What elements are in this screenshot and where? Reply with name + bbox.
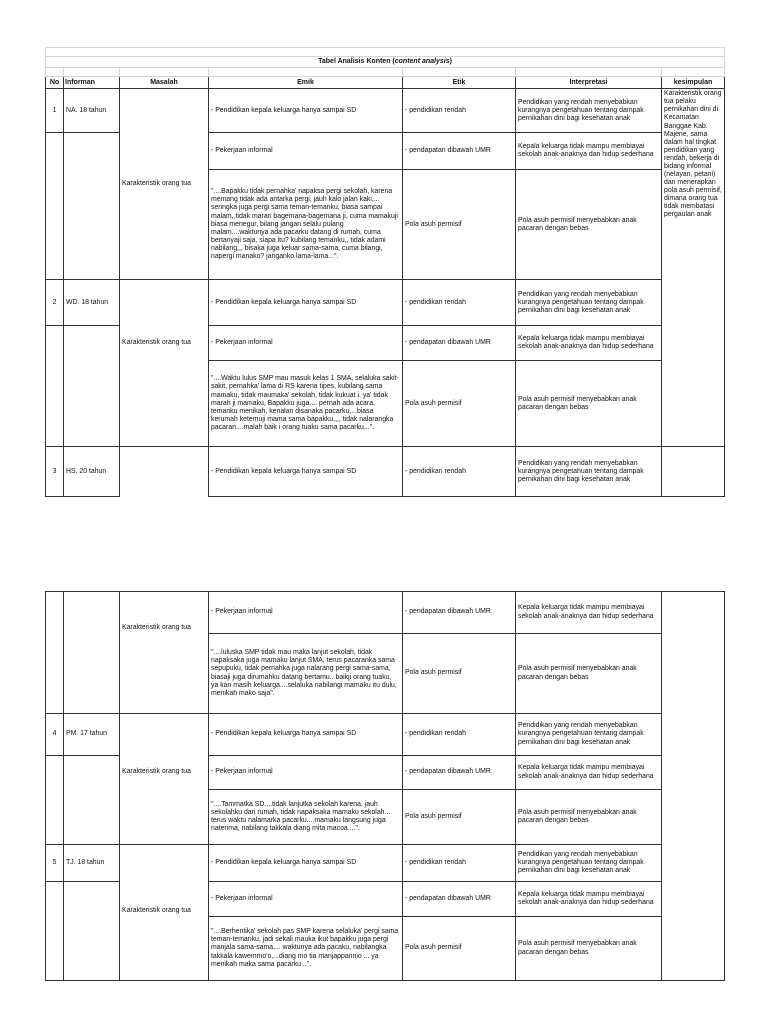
table-row: [46, 845, 725, 882]
row-informan: WD. 18 tahun: [64, 280, 120, 326]
row-emik: - Pekerjaan informal: [209, 592, 403, 634]
row-etik: Pola asuh permisif: [403, 170, 516, 280]
row-informan: TJ. 18 tahun: [64, 845, 120, 882]
table-page-2: [45, 591, 724, 981]
row-interpretasi: Kepala keluarga tidak mampu membiayai sekolah anak-anaknya dan hidup sederhana: [516, 882, 662, 917]
table-row: [46, 89, 725, 133]
row-etik: Pola asuh permisif: [403, 634, 516, 714]
row-etik: - pendidikan rendah: [403, 447, 516, 497]
row-emik: - Pendidikan kepala keluarga hanya sampai SD: [209, 447, 403, 497]
row-interpretasi: Pendidikan yang rendah menyebabkan kurangnya pengetahuan tentang dampak pernikahan dini bagi kesehatan anak: [516, 280, 662, 326]
row-masalah: Karakteristik orang tua: [120, 592, 209, 634]
row-emik: - Pekerjaan informal: [209, 756, 403, 790]
row-interpretasi: Kepala keluarga tidak mampu membiayai sekolah anak-anaknya dan hidup sederhana: [516, 592, 662, 634]
row-etik: - pendidikan rendah: [403, 89, 516, 133]
row-interpretasi: Pola asuh permisif menyebabkan anak pacaran dengan bebas: [516, 634, 662, 714]
row-etik: - pendapatan dibawah UMR: [403, 592, 516, 634]
row-no: 5: [46, 845, 64, 882]
row-informan: PM. 17 tahun: [64, 714, 120, 756]
row-interpretasi: Pola asuh permisif menyebabkan anak pacaran dengan bebas: [516, 790, 662, 845]
table-row: [46, 447, 725, 497]
row-interpretasi: Kepala keluarga tidak mampu membiayai sekolah anak-anaknya dan hidup sederhana: [516, 133, 662, 170]
header-kesimpulan: kesimpulan: [662, 77, 725, 89]
row-interpretasi: Kepala keluarga tidak mampu membiayai sekolah anak-anaknya dan hidup sederhana: [516, 756, 662, 790]
row-etik: - pendidikan rendah: [403, 714, 516, 756]
row-emik: - Pendidikan kepala keluarga hanya sampai SD: [209, 714, 403, 756]
row-no: 3: [46, 447, 64, 497]
row-emik: - Pekerjaan informal: [209, 133, 403, 170]
header-no: No: [46, 77, 64, 89]
row-emik-quote: "....Bapakku tidak pernahka' napaksa pergi sekolah, karena memang tidak ada antarka pergi, jauh kalo jalan kaki,... seringka juga pergi sama teman-temanku, biasa sampai malam,,tidak maran bagemana-bagemana ji, cuma mamakuji biasa menegur, bilang jangan selalu pulang malam....waktunya ada pacarku datang di rumah, cuma bertanyaji saja, siapa itu? kubilang temanku,, tidak adami nabilang,,, bisaka juga keluar sama-sama, cuma bilangi, napergi manako? janganko lama-lama...".: [209, 170, 403, 280]
row-masalah: Karakteristik orang tua: [120, 326, 209, 361]
row-interpretasi: Pendidikan yang rendah menyebabkan kurangnya pengetahuan tentang dampak pernikahan dini bagi kesehatan anak: [516, 845, 662, 882]
header-emik: Emik: [209, 77, 403, 89]
row-etik: - pendapatan dibawah UMR: [403, 326, 516, 361]
table-row: [46, 170, 725, 280]
header-etik: Etik: [403, 77, 516, 89]
row-etik: - pendidikan rendah: [403, 845, 516, 882]
table-row: [46, 280, 725, 326]
row-emik: - Pekerjaan informal: [209, 882, 403, 917]
row-etik: - pendidikan rendah: [403, 280, 516, 326]
table-row: [46, 361, 725, 447]
header-informan: Informan: [64, 77, 120, 89]
row-no: 1: [46, 89, 64, 133]
row-informan: NA. 18 tahun: [64, 89, 120, 133]
row-emik: - Pendidikan kepala keluarga hanya sampai SD: [209, 845, 403, 882]
kesimpulan-cell: Karakteristik orang tua pelaku pernikahan dini di Kecamatan Banggae Kab. Majene, sama dalam hal tingkat pendidikan yang rendah, bekerja di bidang informal (nelayan, petani) dan menerapkan pola asuh permisif, dimana orang tua tidak membatasi pergaulan anak: [662, 89, 725, 447]
row-no: 4: [46, 714, 64, 756]
row-emik: - Pekerjaan informal: [209, 326, 403, 361]
table-title: Tabel Analisis Konten (content analysis): [46, 57, 725, 68]
row-emik-quote: "....Berhentika' sekolah pas SMP karena selaluka' pergi sama teman-temanku, jadi sekali mauka ikut bapakku juga pergi manjala sama-sama,... waktunya ada pacaku, nabilangka takkala kawemmo'o,...diang mo tia manjappannio ... ya menikah maka sama pacarku...".: [209, 917, 403, 981]
row-masalah: [120, 89, 209, 133]
header-interpretasi: Interpretasi: [516, 77, 662, 89]
row-interpretasi: Kepala keluarga tidak mampu membiayai sekolah anak-anaknya dan hidup sederhana: [516, 326, 662, 361]
row-emik: - Pendidikan kepala keluarga hanya sampai SD: [209, 89, 403, 133]
table-row: [46, 133, 725, 170]
table-row: [46, 592, 725, 634]
row-etik: Pola asuh permisif: [403, 361, 516, 447]
row-interpretasi: Pola asuh permisif menyebabkan anak pacaran dengan bebas: [516, 170, 662, 280]
row-interpretasi: Pola asuh permisif menyebabkan anak pacaran dengan bebas: [516, 361, 662, 447]
header-masalah: Masalah: [120, 77, 209, 89]
table-page-1: [45, 47, 724, 497]
row-masalah: Karakteristik orang tua: [120, 170, 209, 280]
spacer-row: [46, 48, 725, 57]
row-interpretasi: Pendidikan yang rendah menyebabkan kurangnya pengetahuan tentang dampak pernikahan dini bagi kesehatan anak: [516, 447, 662, 497]
row-masalah: Karakteristik orang tua: [120, 756, 209, 790]
row-interpretasi: Pendidikan yang rendah menyebabkan kurangnya pengetahuan tentang dampak pernikahan dini bagi kesehatan anak: [516, 714, 662, 756]
header-row: [46, 77, 725, 89]
row-emik-quote: "....luluska SMP tidak mau maka lanjut sekolah, tidak napaksaka juga mamaku lanjut SMA, terus pacaranka sama sepupuku, tidak pernahka juga nalarang pergi sama-sama, biasaji juga dirumahku datang bertamu.. baikji orang tuaku, ya kan masih keluarga....selaluka nabilangi mamaku itu dulu, menikah mako saja".: [209, 634, 403, 714]
table-row: [46, 714, 725, 756]
row-emik-quote: "....Tammatka SD....tidak lanjutka sekolah karena, jauh sekolahku dari rumah, tidak napaksaka mamaku sekolah... terus waktu nalamarka pacarku....mamaku langsung juga naterima, nabilang takkala diang mita macoa....".: [209, 790, 403, 845]
row-etik: Pola asuh permisif: [403, 917, 516, 981]
row-interpretasi: Pola asuh permisif menyebabkan anak pacaran dengan bebas: [516, 917, 662, 981]
row-informan: HS. 20 tahun: [64, 447, 120, 497]
table-row: [46, 326, 725, 361]
content-analysis-table: [45, 47, 725, 497]
table-row: [46, 882, 725, 917]
row-etik: - pendapatan dibawah UMR: [403, 756, 516, 790]
table-row: [46, 790, 725, 845]
row-interpretasi: Pendidikan yang rendah menyebabkan kurangnya pengetahuan tentang dampak pernikahan dini bagi kesehatan anak: [516, 89, 662, 133]
row-masalah: Karakteristik orang tua: [120, 882, 209, 917]
table-row: [46, 917, 725, 981]
row-etik: Pola asuh permisif: [403, 790, 516, 845]
row-emik: - Pendidikan kepala keluarga hanya sampai SD: [209, 280, 403, 326]
row-etik: - pendapatan dibawah UMR: [403, 882, 516, 917]
table-row: [46, 756, 725, 790]
row-emik-quote: "....Waktu lulus SMP mau masuk kelas 1 SMA, selaluka sakit-sakit, pernahka' lama di RS karena tipes, kubilang sama mamaku, tidak maumaka' sekolah, tidak kukuat i. ya' tidak marah ji mamaku, Bapakku juga.... pernah ada acara, temanku menikah, kenalan disanaka pacarku,...biasa kerumah ketemuji mama sama bapakku,,,, tidak nalarangka pacaran....malah baik i orang tuaku sama pacarku...".: [209, 361, 403, 447]
content-analysis-table-continued: [45, 591, 725, 981]
row-etik: - pendapatan dibawah UMR: [403, 133, 516, 170]
row-no: 2: [46, 280, 64, 326]
table-row: [46, 634, 725, 714]
